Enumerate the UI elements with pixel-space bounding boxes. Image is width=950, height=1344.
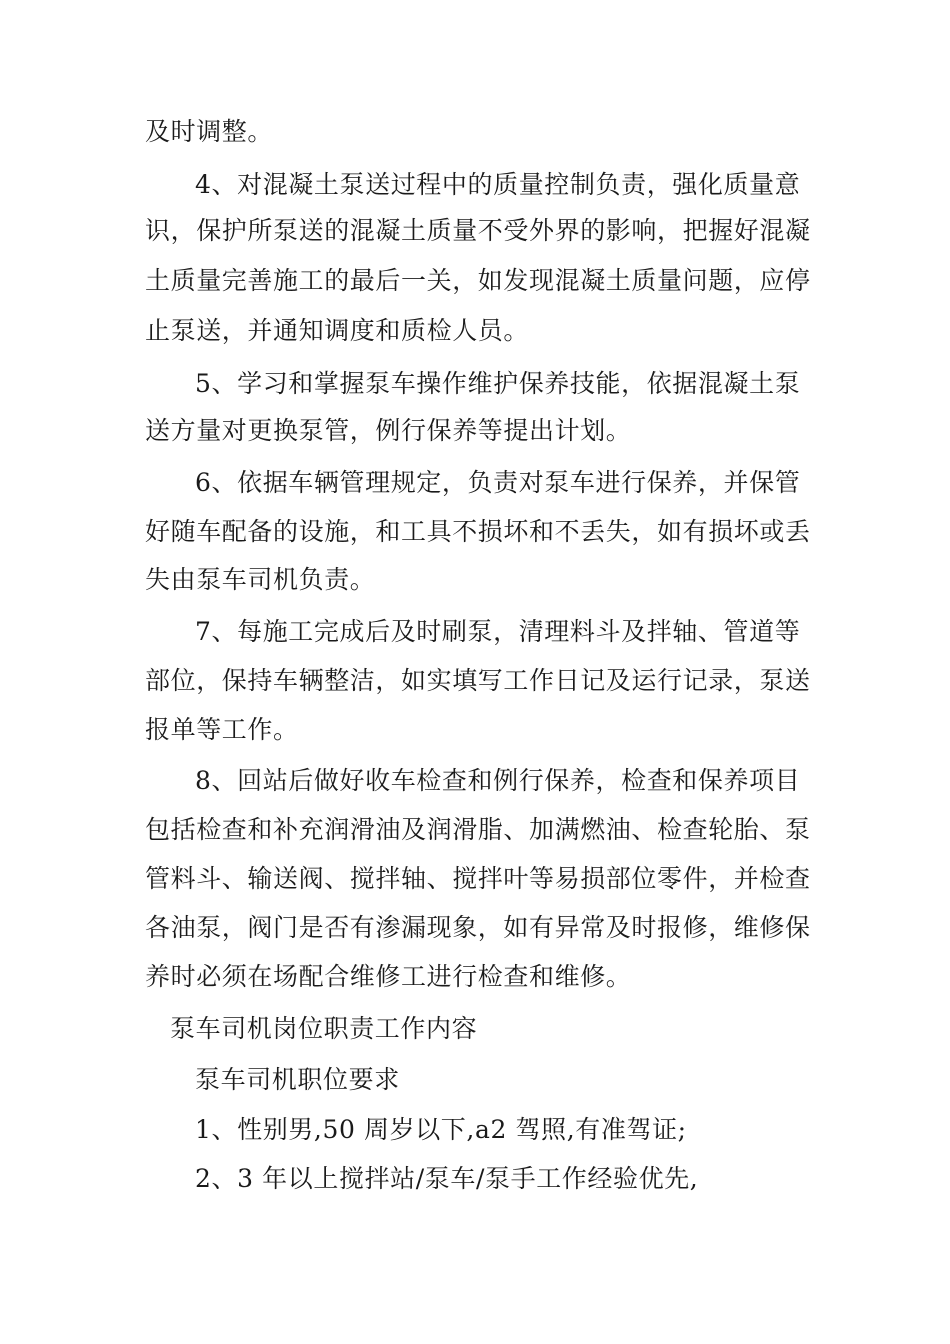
section-heading: 泵车司机岗位职责工作内容 xyxy=(170,1014,478,1043)
text-line: 8、回站后做好收车检查和例行保养，检查和保养项目 xyxy=(195,766,801,795)
text-line: 5、学习和掌握泵车操作维护保养技能，依据混凝土泵 xyxy=(195,369,801,398)
requirement-item: 2、3 年以上搅拌站/泵车/泵手工作经验优先, xyxy=(195,1164,699,1193)
requirement-item: 1、性别男,50 周岁以下,a2 驾照,有准驾证; xyxy=(195,1115,687,1144)
text-line: 土质量完善施工的最后一关，如发现混凝土质量问题，应停 xyxy=(145,266,811,295)
text-line: 报单等工作。 xyxy=(145,715,299,744)
text-line: 送方量对更换泵管，例行保养等提出计划。 xyxy=(145,416,632,445)
text-line: 部位，保持车辆整洁，如实填写工作日记及运行记录，泵送 xyxy=(145,666,811,695)
text-line: 止泵送，并通知调度和质检人员。 xyxy=(145,316,530,345)
text-line: 各油泵，阀门是否有渗漏现象，如有异常及时报修，维修保 xyxy=(145,913,811,942)
text-line: 6、依据车辆管理规定，负责对泵车进行保养，并保管 xyxy=(195,468,801,497)
text-line: 好随车配备的设施，和工具不损坏和不丢失，如有损坏或丢 xyxy=(145,517,811,546)
text-line: 7、每施工完成后及时刷泵，清理料斗及拌轴、管道等 xyxy=(195,617,801,646)
text-line: 4、对混凝土泵送过程中的质量控制负责，强化质量意 xyxy=(195,170,801,199)
section-subheading: 泵车司机职位要求 xyxy=(195,1065,400,1094)
text-line: 养时必须在场配合维修工进行检查和维修。 xyxy=(145,962,632,991)
text-line: 及时调整。 xyxy=(145,117,274,146)
text-line: 管料斗、输送阀、搅拌轴、搅拌叶等易损部位零件，并检查 xyxy=(145,864,811,893)
text-line: 包括检查和补充润滑油及润滑脂、加满燃油、检查轮胎、泵 xyxy=(145,815,811,844)
text-line: 识，保护所泵送的混凝土质量不受外界的影响，把握好混凝 xyxy=(145,216,811,245)
text-line: 失由泵车司机负责。 xyxy=(145,565,376,594)
